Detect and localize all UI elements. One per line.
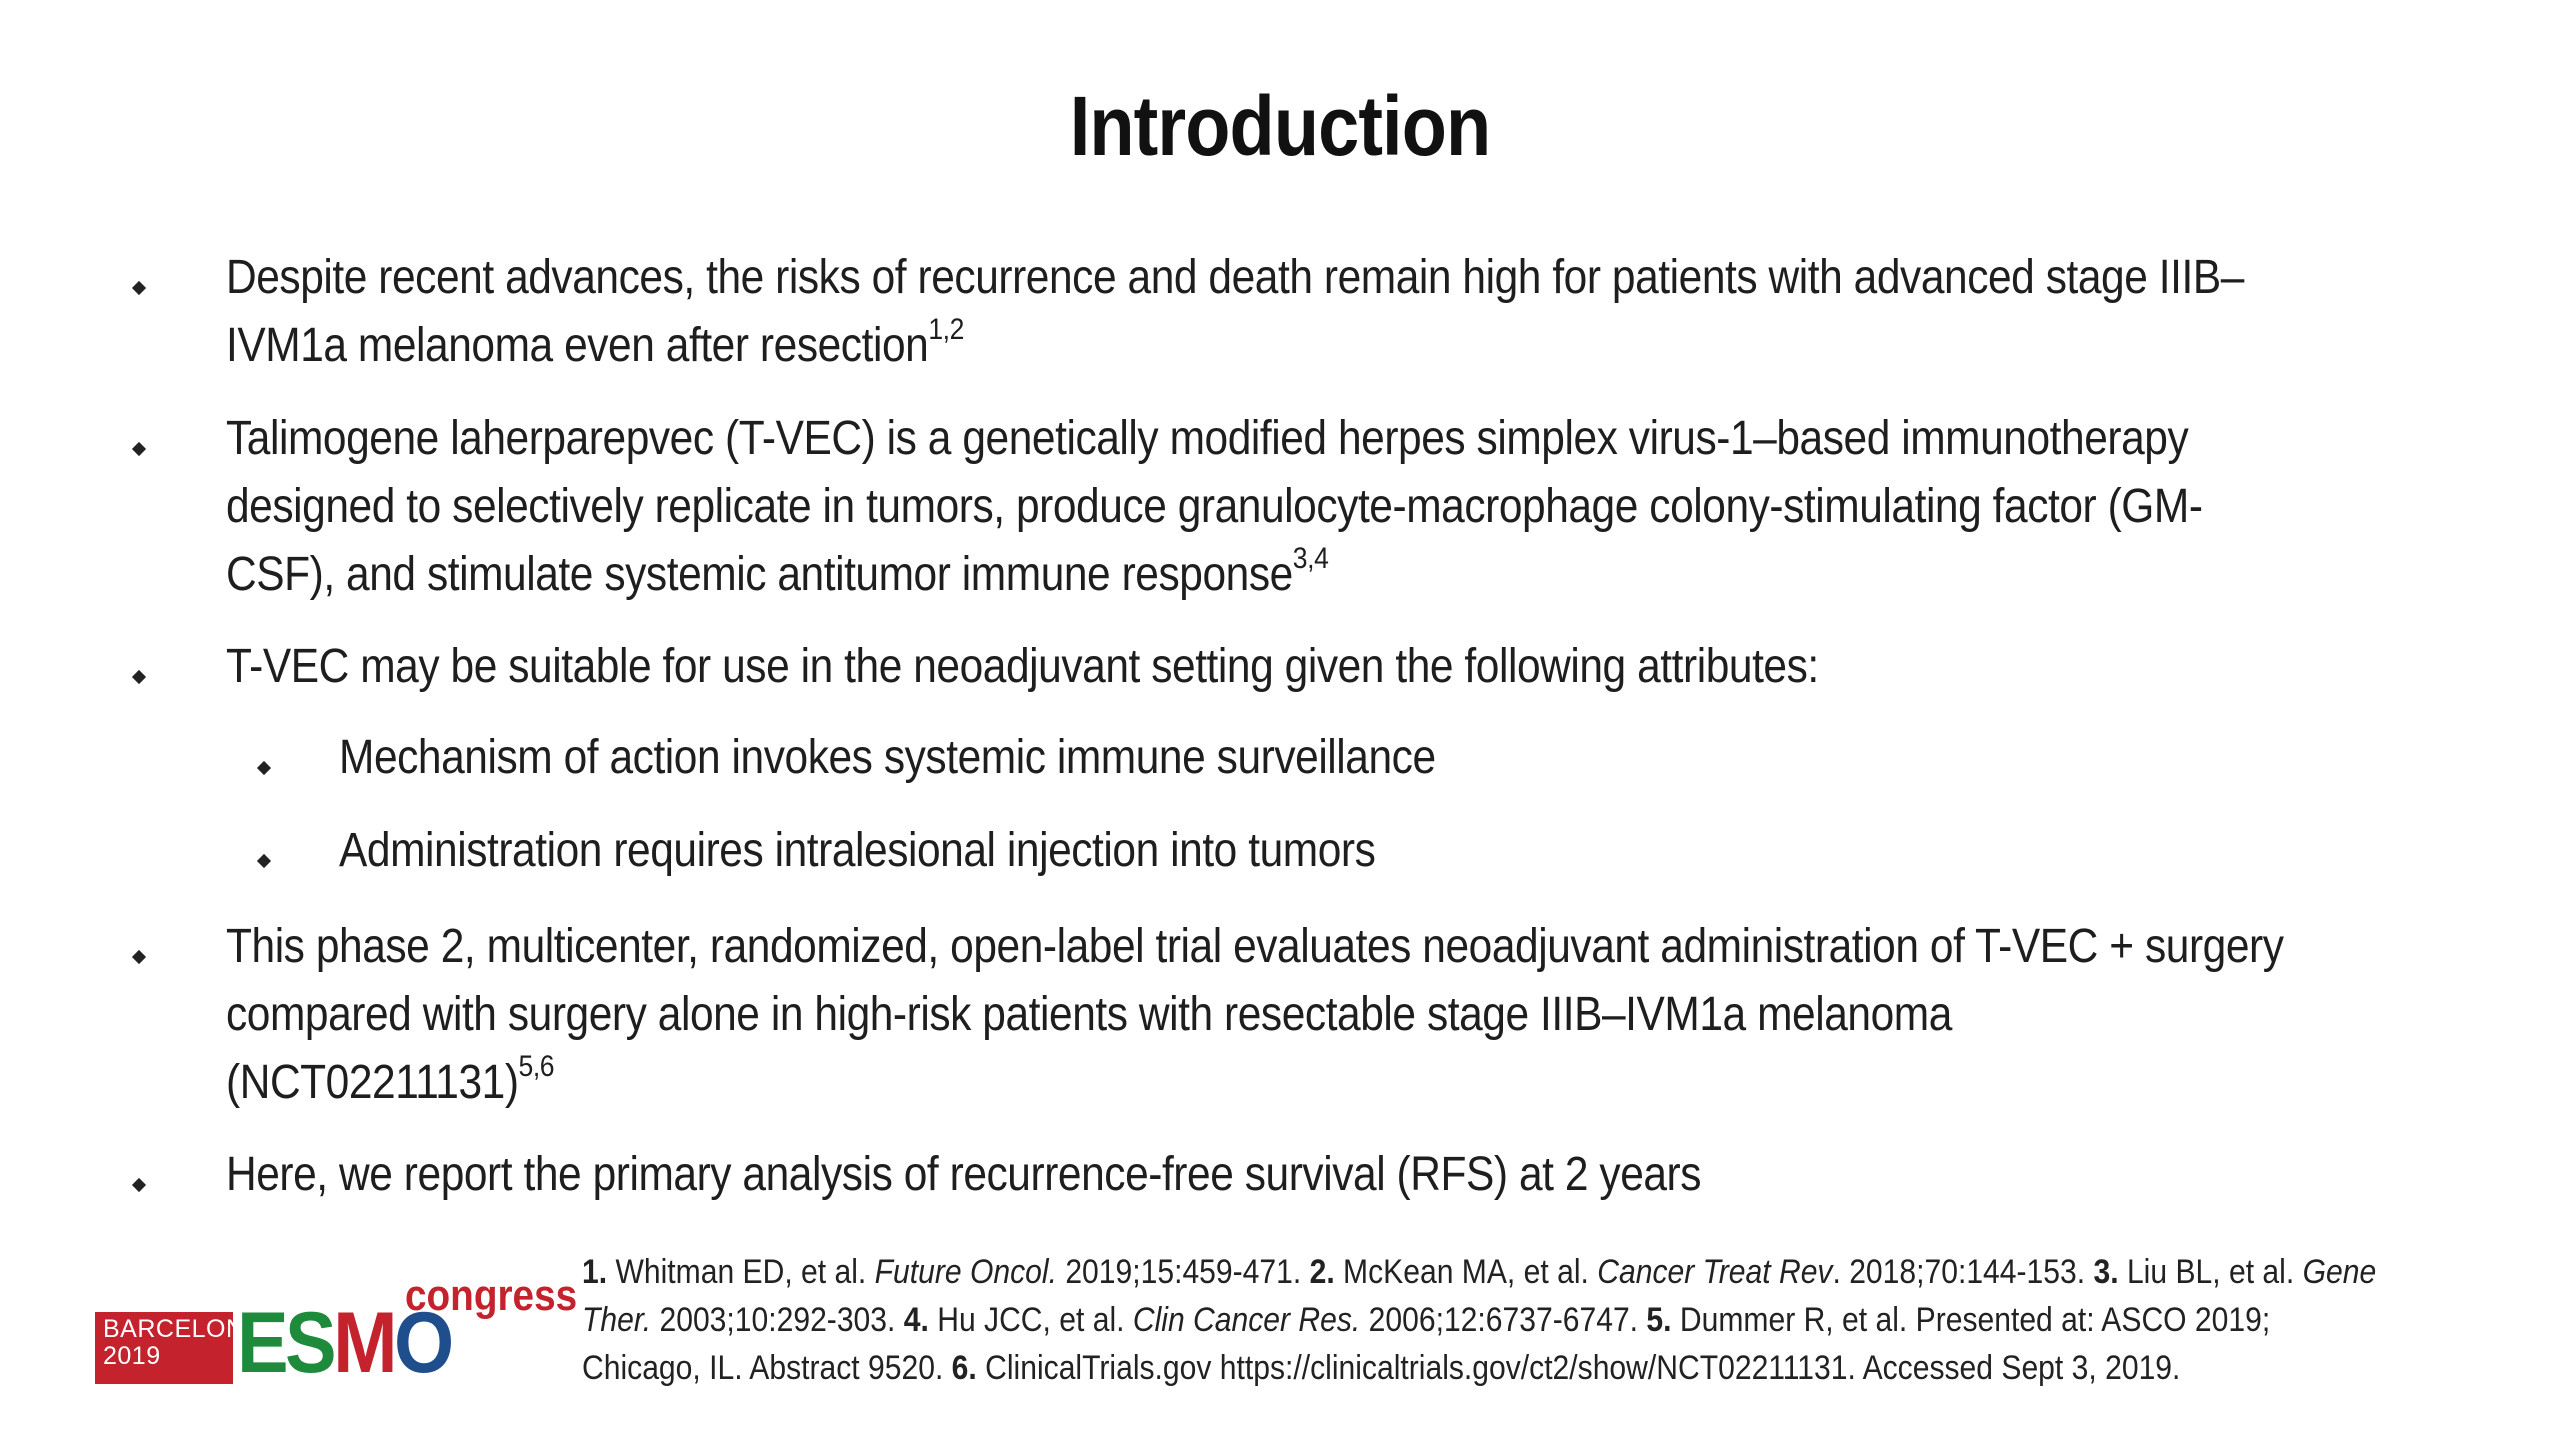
esmo-letter-s: S	[285, 1295, 334, 1391]
sub-bullet-item-1	[339, 724, 2539, 792]
esmo-letter-o: O	[393, 1295, 451, 1391]
bullet-item-4	[226, 913, 2556, 1117]
ref-4-authors: Hu JCC, et al.	[928, 1301, 1133, 1339]
bullet-text-5: Here, we report the primary analysis of recurrence-free survival (RFS) at 2 years	[226, 1148, 1702, 1201]
ref-3-number: 3.	[2093, 1253, 2119, 1291]
ref-6-number: 6.	[951, 1349, 977, 1387]
ref-1-number: 1.	[582, 1253, 608, 1291]
bullet-citation-4: 5,6	[518, 1050, 555, 1083]
ref-2-journal: Cancer Treat Rev	[1597, 1253, 1833, 1291]
ref-1-journal: Future Oncol.	[874, 1253, 1057, 1291]
bullet-citation-2: 3,4	[1292, 542, 1329, 575]
logo-year: 2019	[103, 1342, 161, 1370]
ref-6-authors: ClinicalTrials.gov https://clinicaltrials.gov/ct2/show/NCT02211131. Accessed Sept 3, 2019.	[976, 1349, 2181, 1387]
bullet-item-1	[226, 244, 2556, 380]
esmo-congress-logo	[95, 1271, 578, 1391]
ref-2-number: 2.	[1309, 1253, 1335, 1291]
ref-2-details: . 2018;70:144-153.	[1832, 1253, 2094, 1291]
bullet-item-2	[226, 405, 2556, 609]
ref-3-journal: Gene Ther.	[582, 1253, 2377, 1339]
congress-wordmark: congress	[405, 1271, 578, 1320]
bullet-marker-4	[132, 950, 146, 964]
bullet-text-1: Despite recent advances, the risks of recurrence and death remain high for patients with advanced stage IIIB–IVM1a melanoma even after resection	[226, 251, 2244, 372]
logo-city: BARCELONA	[103, 1315, 262, 1343]
bullet-marker-1	[132, 281, 146, 295]
bullet-text-3: T-VEC may be suitable for use in the neoadjuvant setting given the following attributes:	[226, 640, 1819, 693]
ref-1-details: 2019;15:459-471.	[1056, 1253, 1310, 1291]
ref-3-authors: Liu BL, et al.	[2118, 1253, 2303, 1291]
sub-bullet-text-1: Mechanism of action invokes systemic immune surveillance	[339, 731, 1436, 784]
bullet-marker-2	[132, 442, 146, 456]
ref-4-details: 2006;12:6737-6747.	[1360, 1301, 1647, 1339]
ref-4-journal: Clin Cancer Res.	[1132, 1301, 1361, 1339]
bullet-marker-3	[132, 670, 146, 684]
bullet-citation-1: 1,2	[928, 313, 964, 346]
sub-bullet-marker-2	[257, 854, 271, 868]
slide-title: Introduction	[1069, 79, 1491, 173]
references	[582, 1248, 2379, 1392]
ref-2-authors: McKean MA, et al.	[1334, 1253, 1598, 1291]
sub-bullet-text-2: Administration requires intralesional injection into tumors	[339, 824, 1376, 877]
ref-5-number: 5.	[1646, 1301, 1672, 1339]
esmo-letter-m: M	[333, 1295, 394, 1391]
bullet-text-4: This phase 2, multicenter, randomized, open-label trial evaluates neoadjuvant administration of T-VEC + surgery compared with surgery alone in high-risk patients with resectable stage IIIB–IVM1a melanoma (NCT02211131)	[226, 920, 2284, 1109]
ref-1-authors: Whitman ED, et al.	[607, 1253, 875, 1291]
ref-3-details: 2003;10:292-303.	[651, 1301, 904, 1339]
bullet-text-2: Talimogene laherparepvec (T-VEC) is a genetically modified herpes simplex virus-1–based immunotherapy designed to selectively replicate in tumors, produce granulocyte-macrophage colony-stimulating factor (GM-CSF), and stimulate systemic antitumor immune response	[226, 412, 2203, 601]
ref-4-number: 4.	[903, 1301, 929, 1339]
bullet-item-3	[226, 633, 2556, 701]
ref-5-authors: Dummer R, et al. Presented at: ASCO 2019; Chicago, IL. Abstract 9520.	[582, 1301, 2271, 1387]
bullet-marker-5	[132, 1178, 146, 1192]
sub-bullet-item-2	[339, 817, 2539, 885]
bullet-item-5	[226, 1141, 2556, 1209]
esmo-letter-e: E	[237, 1295, 286, 1391]
sub-bullet-marker-1	[257, 761, 271, 775]
